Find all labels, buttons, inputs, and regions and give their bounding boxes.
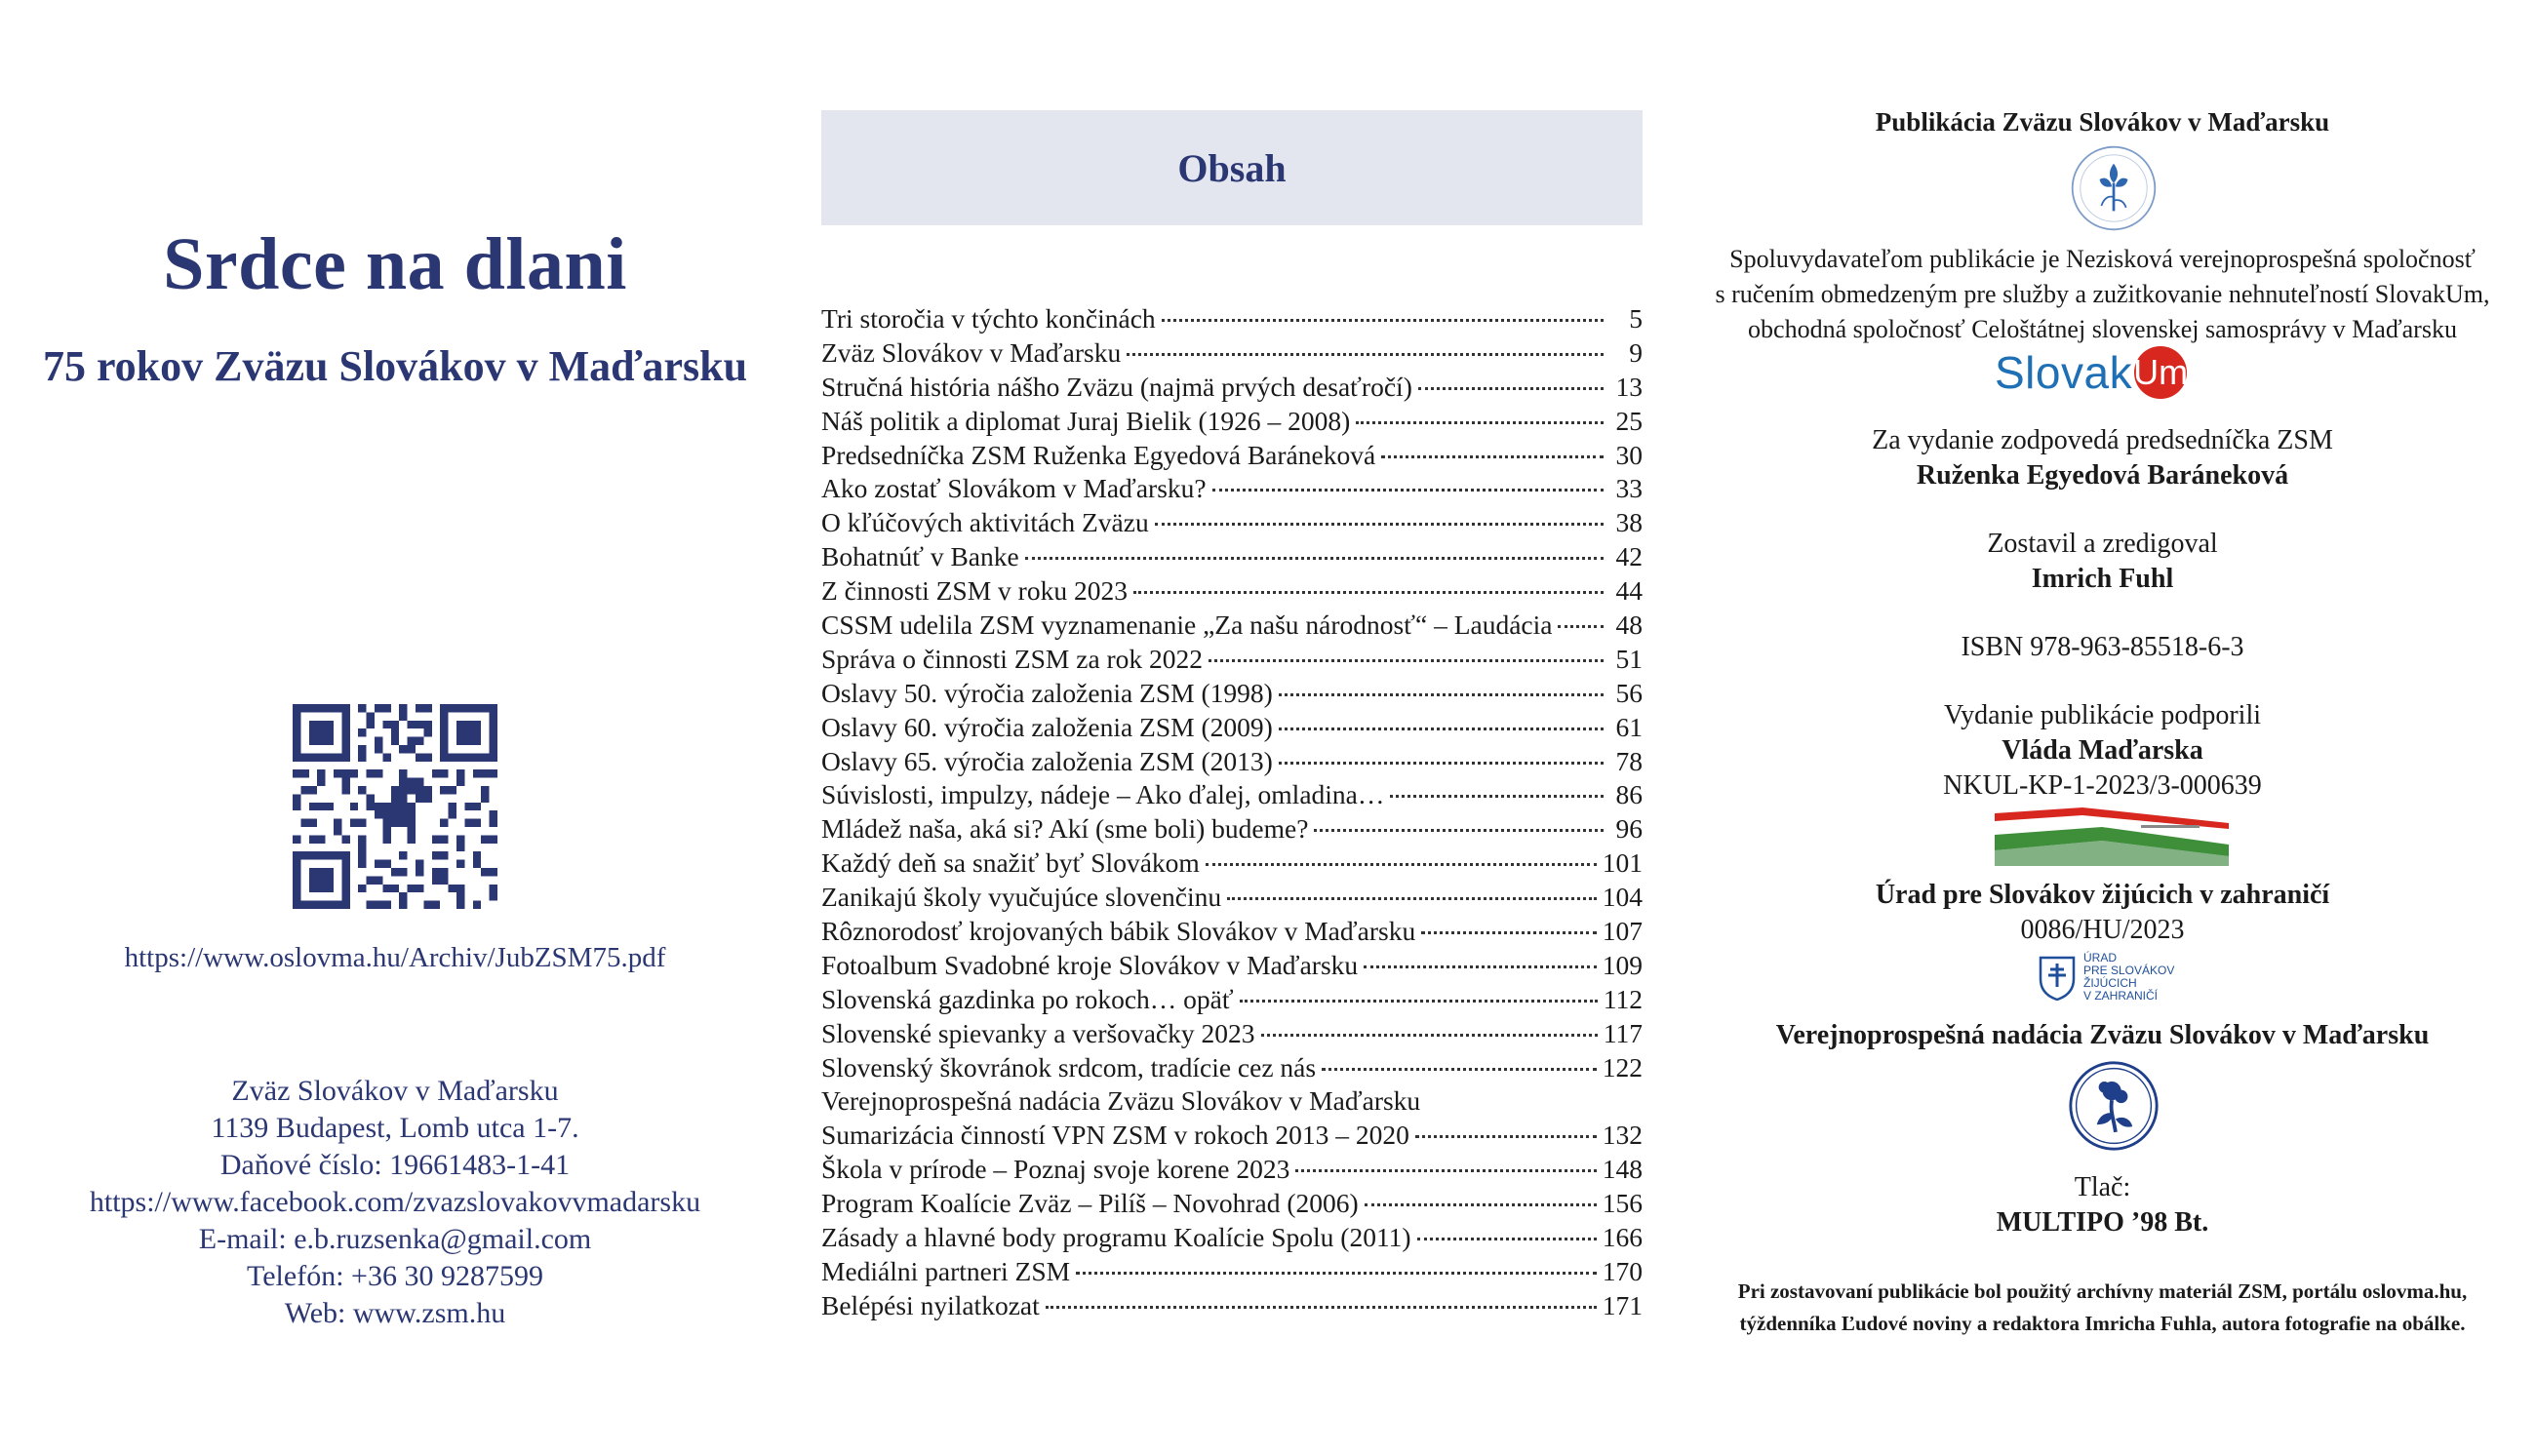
toc-entry-page: 30 [1615, 439, 1643, 470]
toc-entry-title: Náš politik a diplomat Juraj Bielik (1926 – 2008) [821, 405, 1351, 436]
editor-label: Zostavil a zredigoval [1987, 529, 2218, 559]
toc-entry-page: 9 [1629, 336, 1643, 368]
toc-entry-page: 166 [1602, 1222, 1643, 1253]
toc-list [821, 302, 1643, 1323]
imprint-column [1668, 0, 2537, 1456]
toc-entry[interactable] [821, 1119, 1643, 1153]
toc-entry-title: Zväz Slovákov v Maďarsku [821, 336, 1122, 368]
slovakum-logo [1995, 343, 2187, 402]
toc-entry-title: Program Koalície Zväz – Pilíš – Novohrad (2006) [821, 1188, 1359, 1219]
toc-entry-title: Škola v prírode – Poznaj svoje korene 2023 [821, 1154, 1290, 1185]
toc-entry-title: Predsedníčka ZSM Ruženka Egyedová Baráneková [821, 439, 1376, 470]
org-address: 1139 Budapest, Lomb utca 1-7. [211, 1112, 579, 1144]
toc-entry-page: 148 [1602, 1154, 1643, 1185]
slovak-coat-of-arms-icon [2039, 956, 2076, 1001]
foundation-name: Verejnoprospešná nadácia Zväzu Slovákov v Maďarsku [1775, 1020, 2430, 1050]
table-of-contents [821, 0, 1643, 1456]
support-grant: NKUL-KP-1-2023/3-000639 [1943, 770, 2262, 801]
toc-leader-dots [1322, 1068, 1597, 1071]
toc-entry[interactable] [821, 540, 1643, 574]
toc-entry[interactable] [821, 1051, 1643, 1085]
phone-number[interactable]: Telefón: +36 30 9287599 [247, 1260, 543, 1292]
responsible-block [1668, 423, 2537, 493]
toc-entry-title: Oslavy 50. výročia založenia ZSM (1998) [821, 677, 1273, 708]
toc-entry[interactable] [821, 1017, 1643, 1051]
toc-entry-page: 25 [1615, 405, 1643, 436]
toc-entry-title: Oslavy 60. výročia založenia ZSM (2009) [821, 711, 1273, 742]
toc-entry-page: 156 [1602, 1188, 1643, 1219]
responsible-label: Za vydanie zodpovedá predsedníčka ZSM [1872, 425, 2333, 455]
urad-logo-line: PRE SLOVÁKOV [2083, 964, 2175, 977]
toc-entry-page: 42 [1615, 541, 1643, 572]
co-publisher-line: s ručením obmedzeným pre služby a zužitkovanie nehnuteľností SlovakUm, [1715, 280, 2490, 308]
toc-entry[interactable] [821, 778, 1643, 812]
toc-leader-dots [1261, 1034, 1598, 1037]
tax-number: Daňové číslo: 19661483-1-41 [219, 1149, 571, 1181]
zsm-logo-icon [2070, 144, 2158, 232]
toc-entry-page: 33 [1615, 473, 1643, 504]
toc-entry[interactable] [821, 745, 1643, 779]
toc-entry-title: Verejnoprospešná nadácia Zväzu Slovákov v Maďarsku [821, 1085, 1421, 1117]
toc-leader-dots [1558, 625, 1604, 628]
toc-entry-title: Každý deň sa snažiť byť Slovákom [821, 847, 1200, 879]
support-block [1668, 698, 2537, 804]
toc-entry-page: 86 [1615, 779, 1643, 810]
toc-entry-page: 104 [1602, 882, 1643, 913]
toc-entry-title: Správa o činnosti ZSM za rok 2022 [821, 643, 1204, 674]
toc-entry-page: 38 [1615, 507, 1643, 538]
toc-entry-title: Belépési nyilatkozat [821, 1289, 1040, 1320]
toc-entry[interactable] [821, 1153, 1643, 1187]
website-link[interactable]: Web: www.zsm.hu [284, 1297, 506, 1329]
toc-entry[interactable] [821, 472, 1643, 506]
toc-leader-dots [1279, 762, 1604, 765]
toc-entry[interactable] [821, 677, 1643, 711]
toc-entry-page: 96 [1615, 813, 1643, 845]
credits-text [1668, 1276, 2537, 1340]
toc-entry-title: Tri storočia v týchto končinách [821, 303, 1156, 334]
archive-link[interactable]: https://www.oslovma.hu/Archiv/JubZSM75.pdf [124, 942, 666, 973]
toc-entry[interactable] [821, 949, 1643, 983]
urad-logo-line: V ZAHRANIČÍ [2083, 989, 2159, 1003]
toc-leader-dots [1295, 1169, 1596, 1172]
toc-entry-title: Slovenský škovránok srdcom, tradície cez nás [821, 1051, 1317, 1082]
toc-entry-title: Ako zostať Slovákom v Maďarsku? [821, 473, 1207, 504]
toc-entry-page: 5 [1629, 303, 1643, 334]
toc-entry[interactable] [821, 506, 1643, 540]
toc-leader-dots [1364, 965, 1597, 968]
toc-leader-dots [1127, 353, 1604, 356]
toc-entry[interactable] [821, 846, 1643, 881]
toc-entry-title: Bohatnúť v Banke [821, 541, 1019, 572]
toc-entry[interactable] [821, 643, 1643, 677]
toc-leader-dots [1356, 421, 1604, 424]
toc-leader-dots [1417, 1238, 1597, 1240]
toc-entry-page: 101 [1602, 847, 1643, 879]
toc-leader-dots [1076, 1272, 1597, 1275]
toc-entry[interactable] [821, 574, 1643, 609]
cover-column [0, 0, 790, 1456]
print-label: Tlač: [2074, 1172, 2131, 1202]
urad-logo-line: ÚRAD [2083, 951, 2118, 964]
toc-entry[interactable] [821, 881, 1643, 915]
responsible-name: Ruženka Egyedová Baráneková [1916, 460, 2289, 491]
toc-entry-page: 112 [1603, 983, 1643, 1014]
toc-entry-title: Oslavy 65. výročia založenia ZSM (2013) [821, 745, 1273, 776]
urad-logo-line: ŽIJÚCICH [2083, 976, 2137, 990]
editor-block [1668, 527, 2537, 597]
toc-leader-dots [1279, 728, 1604, 730]
co-publisher-line: obchodná spoločnosť Celoštátnej slovenskej samosprávy v Maďarsku [1748, 315, 2457, 343]
facebook-link[interactable]: https://www.facebook.com/zvazslovakovvmadarsku [89, 1186, 701, 1218]
isbn: ISBN 978-963-85518-6-3 [1961, 632, 2244, 662]
toc-leader-dots [1133, 591, 1604, 594]
toc-entry[interactable] [821, 405, 1643, 439]
book-title: Srdce na dlani [163, 223, 627, 305]
printer-name: MULTIPO ’98 Bt. [1996, 1207, 2209, 1238]
toc-entry-title: Rôznorodosť krojovaných bábik Slovákov v Maďarsku [821, 916, 1416, 947]
toc-leader-dots [1162, 319, 1604, 322]
toc-leader-dots [1415, 1135, 1597, 1138]
toc-entry-title: Z činnosti ZSM v roku 2023 [821, 575, 1128, 607]
co-publisher-text [1668, 242, 2537, 347]
toc-entry-page: 44 [1615, 575, 1643, 607]
toc-leader-dots [1381, 455, 1604, 458]
qr-code-icon[interactable] [293, 704, 497, 909]
toc-entry-title: Sumarizácia činností VPN ZSM v rokoch 2013 – 2020 [821, 1120, 1409, 1151]
toc-entry[interactable] [821, 812, 1643, 846]
toc-entry-title: O kľúčových aktivitách Zväzu [821, 507, 1149, 538]
toc-entry[interactable] [821, 1187, 1643, 1221]
slovakum-logo-text: Slovak [1995, 347, 2133, 398]
toc-entry-title: Slovenské spievanky a veršovačky 2023 [821, 1017, 1255, 1048]
toc-leader-dots [1155, 523, 1604, 526]
toc-leader-dots [1421, 931, 1597, 934]
toc-leader-dots [1418, 387, 1604, 390]
toc-entry-title: Fotoalbum Svadobné kroje Slovákov v Maďarsku [821, 949, 1359, 980]
slovakum-logo-mark: Um [2134, 346, 2187, 399]
toc-entry-title: Súvislosti, impulzy, nádeje – Ako ďalej, omladina… [821, 779, 1385, 810]
toc-entry[interactable] [821, 371, 1643, 405]
toc-entry[interactable] [821, 439, 1643, 473]
toc-entry[interactable] [821, 336, 1643, 371]
toc-entry[interactable] [821, 711, 1643, 745]
org-name: Zväz Slovákov v Maďarsku [231, 1075, 559, 1107]
urad-logo [2039, 952, 2204, 1006]
toc-leader-dots [1212, 489, 1604, 492]
toc-entry[interactable] [821, 609, 1643, 643]
credits-line: Pri zostavovaní publikácie bol použitý archívny materiál ZSM, portálu oslovma.hu, [1737, 1279, 2468, 1303]
toc-entry[interactable] [821, 1289, 1643, 1323]
toc-entry[interactable] [821, 1255, 1643, 1289]
contact-block [0, 1073, 790, 1332]
toc-entry-title: CSSM udelila ZSM vyznamenanie „Za našu národnosť“ – Laudácia [821, 610, 1553, 641]
toc-leader-dots [1365, 1203, 1597, 1206]
toc-entry-page: 117 [1603, 1017, 1643, 1048]
toc-entry-page: 48 [1615, 610, 1643, 641]
toc-entry-page: 132 [1602, 1120, 1643, 1151]
toc-entry-page: 122 [1602, 1051, 1643, 1082]
publisher-line: Publikácia Zväzu Slovákov v Maďarsku [1875, 107, 2330, 137]
toc-entry-page: 170 [1602, 1255, 1643, 1286]
toc-entry-page: 78 [1615, 745, 1643, 776]
toc-leader-dots [1025, 557, 1604, 560]
toc-heading: Obsah [1177, 145, 1287, 190]
toc-entry[interactable] [821, 1221, 1643, 1255]
toc-entry-title: Slovenská gazdinka po rokoch… opäť [821, 983, 1234, 1014]
toc-entry-page: 61 [1615, 711, 1643, 742]
book-subtitle: 75 rokov Zväzu Slovákov v Maďarsku [42, 342, 748, 390]
toc-entry-page: 109 [1602, 949, 1643, 980]
toc-leader-dots [1314, 829, 1604, 832]
urad-code: 0086/HU/2023 [2020, 915, 2185, 945]
toc-entry-title: Mediálni partneri ZSM [821, 1255, 1071, 1286]
toc-leader-dots [1209, 659, 1604, 662]
toc-entry-page: 171 [1602, 1289, 1643, 1320]
toc-leader-dots [1279, 693, 1604, 696]
toc-leader-dots [1046, 1306, 1597, 1309]
toc-entry[interactable] [821, 1084, 1643, 1119]
toc-leader-dots [1206, 863, 1597, 866]
editor-name: Imrich Fuhl [2031, 564, 2174, 594]
toc-entry-title: Stručná história nášho Zväzu (najmä prvých desaťročí) [821, 371, 1412, 402]
toc-entry-title: Zásady a hlavné body programu Koalície Spolu (2011) [821, 1222, 1411, 1253]
foundation-logo-icon [2067, 1059, 2160, 1153]
hungary-flag-icon [1995, 806, 2229, 866]
credits-line: týždenníka Ľudové noviny a redaktora Imricha Fuhla, autora fotografie na obálke. [1739, 1312, 2466, 1335]
toc-entry[interactable] [821, 302, 1643, 336]
urad-name: Úrad pre Slovákov žijúcich v zahraničí [1875, 880, 2330, 910]
toc-entry-title: Zanikajú školy vyučujúce slovenčinu [821, 882, 1222, 913]
toc-entry[interactable] [821, 983, 1643, 1017]
co-publisher-line: Spoluvydavateľom publikácie je Nezisková verejnoprospešná spoločnosť [1729, 245, 2476, 273]
toc-entry-page: 107 [1602, 916, 1643, 947]
toc-leader-dots [1390, 795, 1604, 798]
toc-entry-title: Mládež naša, aká si? Akí (sme boli) budeme? [821, 813, 1309, 845]
toc-header [821, 110, 1643, 225]
toc-entry-page: 13 [1615, 371, 1643, 402]
support-government: Vláda Maďarska [2002, 735, 2203, 766]
support-label: Vydanie publikácie podporili [1943, 700, 2262, 730]
toc-entry-page: 56 [1615, 677, 1643, 708]
toc-entry-page: 51 [1615, 643, 1643, 674]
toc-leader-dots [1240, 1000, 1598, 1003]
toc-entry[interactable] [821, 915, 1643, 949]
toc-leader-dots [1227, 897, 1597, 900]
email-link[interactable]: E-mail: e.b.ruzsenka@gmail.com [198, 1223, 592, 1255]
